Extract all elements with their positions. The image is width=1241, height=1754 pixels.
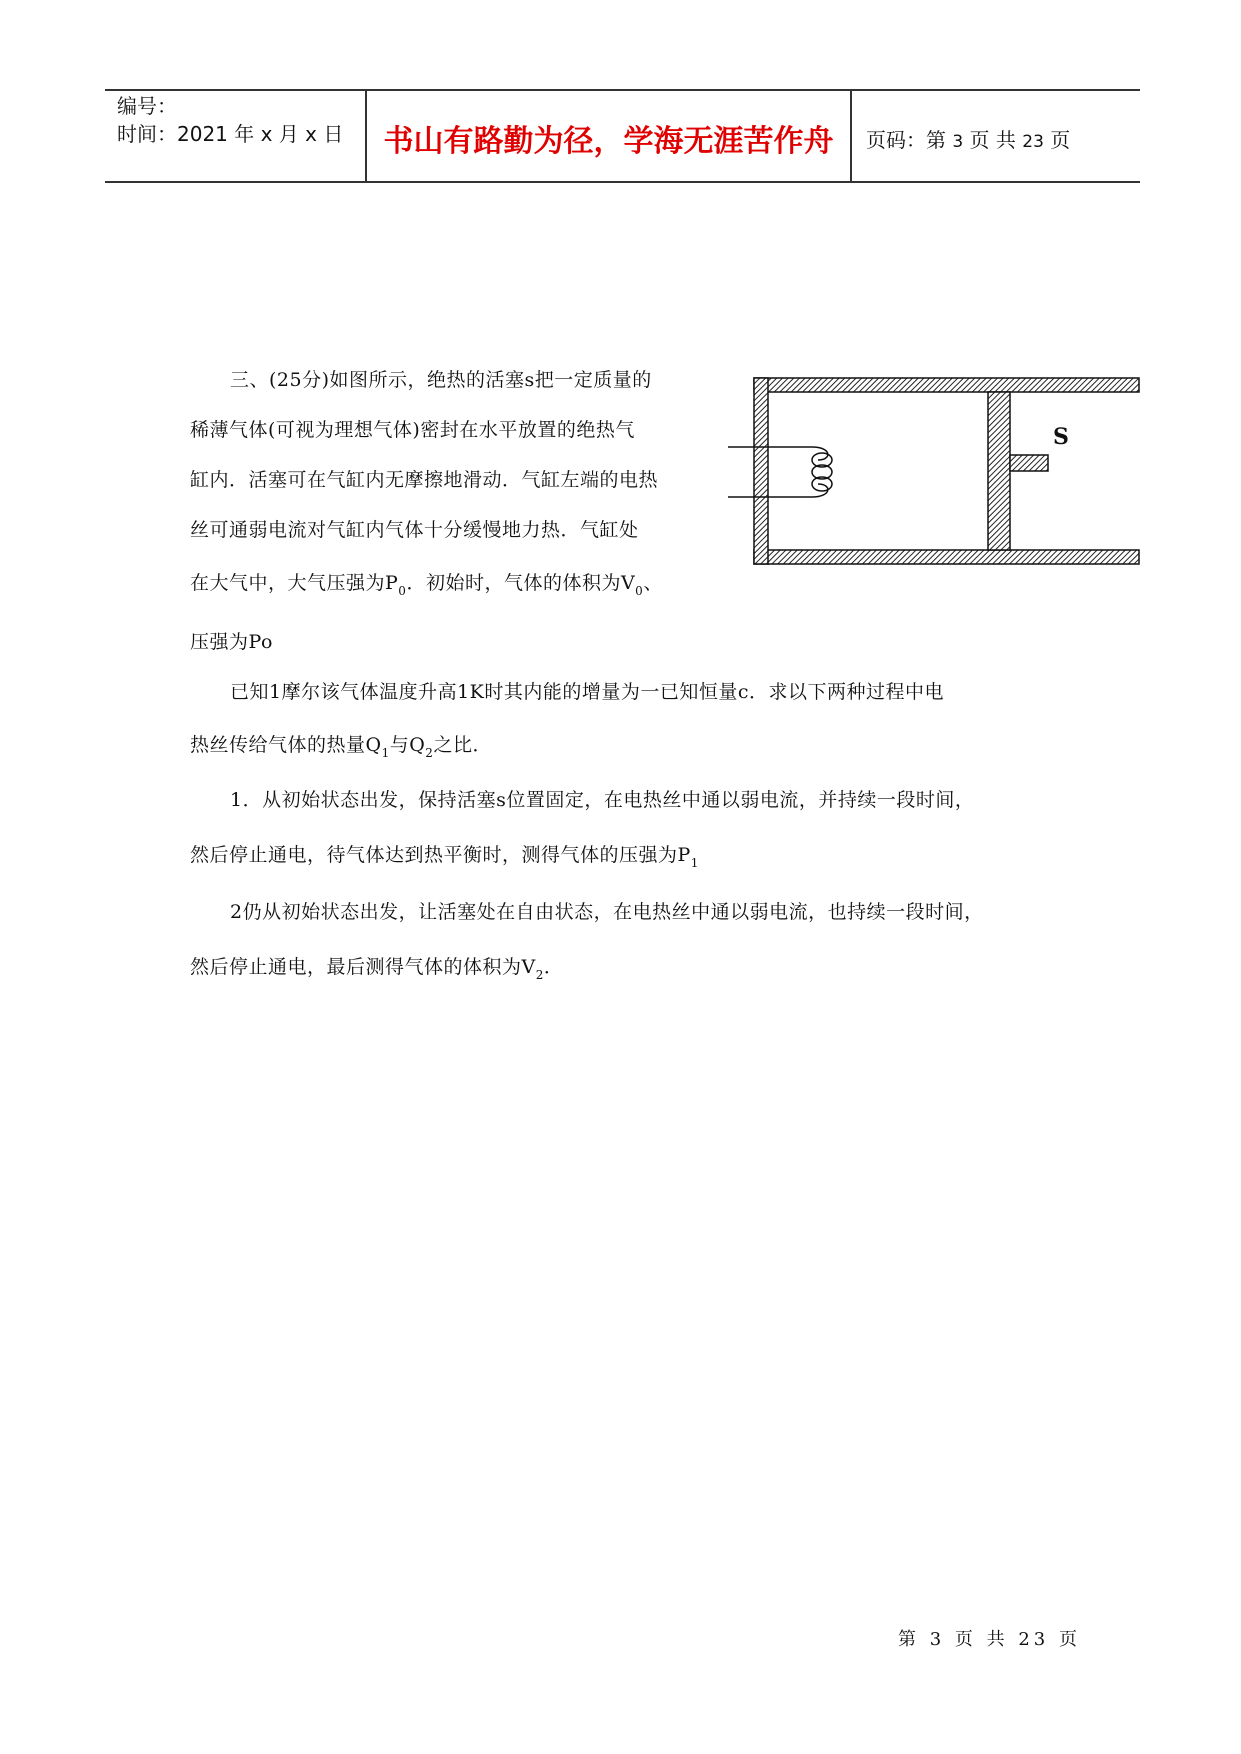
piston-rod: [1010, 455, 1048, 471]
page-footer: 第 3 页 共 23 页: [898, 1629, 1081, 1650]
cylinder-diagram: [720, 372, 1140, 572]
subscript: 1: [381, 746, 390, 760]
item2-text-a: 然后停止通电，最后测得气体的体积为V: [190, 956, 536, 978]
header-page-info: [866, 124, 1070, 153]
line5-text-c: 、: [643, 572, 663, 594]
cylinder-top-wall: [754, 378, 1139, 392]
subscript: 1: [690, 856, 699, 870]
header-meta: [117, 92, 343, 148]
subscript: 0: [635, 584, 644, 598]
line5-text-a: 在大气中，大气压强为P: [190, 572, 399, 594]
header-divider-right: [850, 89, 852, 183]
item2-line-1: 2仍从初始状态出发，让活塞处在自由状态，在电热丝中通以弱电流，也持续一段时间，: [230, 901, 984, 923]
piston: [988, 392, 1010, 550]
header-motto: 书山有路勤为径，学海无涯苦作舟: [383, 124, 834, 159]
line8-text-a: 热丝传给气体的热量Q: [190, 734, 382, 756]
page-prefix: 页码：第: [866, 128, 953, 152]
item1-text: 然后停止通电，待气体达到热平衡时，测得气体的压强为P: [190, 844, 691, 866]
problem-line-2: 稀薄气体(可视为理想气体)密封在水平放置的绝热气: [190, 419, 635, 441]
item2-line-2: [190, 952, 563, 984]
subscript: 2: [425, 746, 434, 760]
problem-line-3: 缸内．活塞可在气缸内无摩擦地滑动．气缸左端的电热: [190, 469, 659, 491]
subscript: 2: [535, 968, 544, 982]
problem-line-5: [190, 568, 663, 600]
problem-line-4: 丝可通弱电流对气缸内气体十分缓慢地力热．气缸处: [190, 519, 639, 541]
page-middle: 页 共: [963, 128, 1023, 152]
page-suffix: 页: [1043, 128, 1071, 152]
item1-line-1: 1．从初始状态出发，保持活塞s位置固定，在电热丝中通以弱电流，并持续一段时间，: [230, 789, 975, 811]
heating-coil-icon: [812, 447, 832, 497]
header-time-label: 时间：2021 年 x 月 x 日: [117, 122, 344, 146]
line8-text-b: 与Q: [389, 734, 426, 756]
line8-text-c: 之比．: [433, 734, 492, 756]
cylinder-bottom-wall: [754, 550, 1139, 564]
item1-line-2: [190, 840, 699, 872]
cylinder-left-wall: [754, 378, 768, 564]
header-number-label: 编号：: [117, 94, 177, 118]
cylinder-figure: [720, 372, 1140, 572]
header-top-rule: [105, 89, 1140, 91]
line5-text-b: ．初始时，气体的体积为V: [406, 572, 636, 594]
problem-line-6: 压强为Po: [190, 631, 273, 653]
problem-line-1: 三、(25分)如图所示，绝热的活塞s把一定质量的: [230, 369, 652, 391]
page-total: 23: [1022, 132, 1044, 152]
problem-line-8: [190, 730, 492, 762]
problem-line-7: 已知1摩尔该气体温度升高1K时其内能的增量为一已知恒量c．求以下两种过程中电: [230, 681, 945, 703]
piston-label: S: [1053, 424, 1069, 450]
header-bottom-rule: [105, 181, 1140, 183]
subscript: 0: [398, 584, 407, 598]
page-current: 3: [952, 132, 964, 152]
item2-text-b: ．: [543, 956, 564, 978]
